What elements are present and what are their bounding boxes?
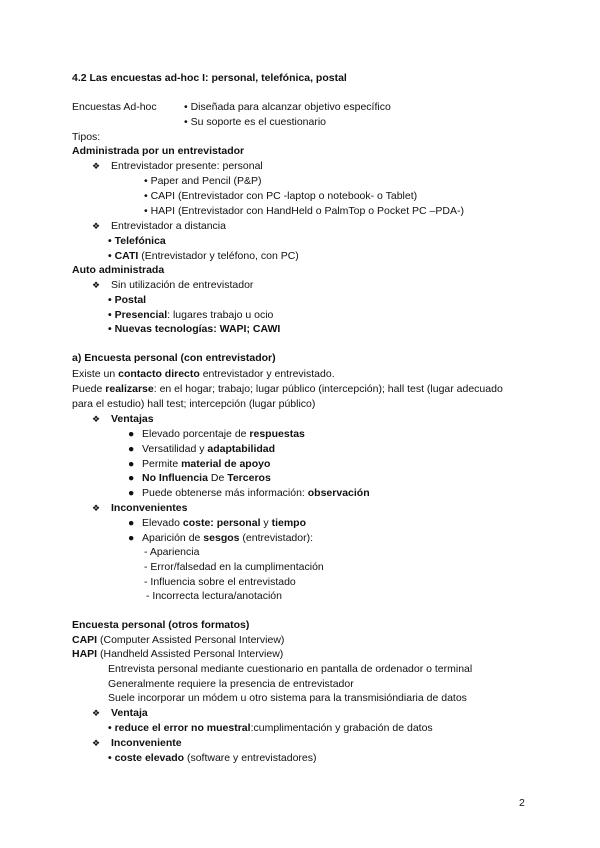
ventajas-heading: ❖ Ventajas — [92, 413, 154, 425]
paragraph: Entrevista personal mediante cuestionario en pantalla de ordenador o terminal — [108, 663, 473, 675]
dot-bullet-icon: ● — [128, 428, 135, 440]
paragraph: Suele incorporar un módem u otro sistema para la transmisióndiaria de datos — [108, 692, 467, 704]
dot-bullet-icon: ● — [128, 458, 135, 470]
tipos-label: Tipos: — [72, 131, 101, 143]
list-item: ● Permite material de apoyo — [128, 458, 271, 470]
adhoc-item: • Su soporte es el cuestionario — [184, 116, 327, 128]
list-item: ❖ Entrevistador presente: personal — [92, 160, 263, 172]
list-item: - Error/falsedad en la cumplimentación — [144, 561, 324, 573]
list-item: - Influencia sobre el entrevistado — [144, 576, 296, 588]
diamond-bullet-icon: ❖ — [92, 221, 101, 231]
list-item: - Incorrecta lectura/anotación — [146, 590, 282, 602]
adhoc-item: • Diseñada para alcanzar objetivo específico — [184, 101, 391, 113]
list-item: • HAPI (Entrevistador con HandHeld o PalmTop o Pocket PC –PDA-) — [144, 205, 464, 217]
diamond-bullet-icon: ❖ — [92, 414, 101, 424]
page-number: 2 — [519, 797, 525, 809]
dot-bullet-icon: ● — [128, 443, 135, 455]
list-item: • CATI (Entrevistador y teléfono, con PC) — [108, 250, 299, 262]
section-a-heading: a) Encuesta personal (con entrevistador) — [72, 352, 276, 364]
list-item: ❖ Sin utilización de entrevistador — [92, 279, 254, 291]
list-item: • Paper and Pencil (P&P) — [144, 175, 262, 187]
adhoc-label: Encuestas Ad-hoc — [72, 101, 157, 113]
list-item: ● Puede obtenerse más información: observación — [128, 487, 370, 499]
otros-heading: Encuesta personal (otros formatos) — [72, 619, 250, 631]
list-item: • Postal — [108, 294, 147, 306]
diamond-bullet-icon: ❖ — [92, 738, 101, 748]
section-title: 4.2 Las encuestas ad-hoc I: personal, telefónica, postal — [72, 72, 347, 84]
paragraph: Puede realizarse: en el hogar; trabajo; lugar público (intercepción); hall test (lugar adecuado — [72, 383, 503, 395]
paragraph: CAPI (Computer Assisted Personal Interview) — [72, 634, 285, 646]
dot-bullet-icon: ● — [128, 517, 135, 529]
diamond-bullet-icon: ❖ — [92, 161, 101, 171]
diamond-bullet-icon: ❖ — [92, 503, 101, 513]
dot-bullet-icon: ● — [128, 532, 135, 544]
list-item: ❖ Entrevistador a distancia — [92, 220, 226, 232]
diamond-bullet-icon: ❖ — [92, 708, 101, 718]
inconvenientes-heading: ❖ Inconvenientes — [92, 502, 188, 514]
list-item: • Presencial: lugares trabajo u ocio — [108, 309, 274, 321]
paragraph: HAPI (Handheld Assisted Personal Interview) — [72, 648, 284, 660]
list-item: ● Elevado porcentaje de respuestas — [128, 428, 305, 440]
ventaja-heading: ❖ Ventaja — [92, 707, 148, 719]
administrada-heading: Administrada por un entrevistador — [72, 145, 245, 157]
dot-bullet-icon: ● — [128, 472, 135, 484]
list-item: ● Elevado coste: personal y tiempo — [128, 517, 306, 529]
paragraph: para el estudio) hall test; intercepción (lugar público) — [72, 398, 316, 410]
list-item: • Nuevas tecnologías: WAPI; CAWI — [108, 323, 281, 335]
auto-heading: Auto administrada — [72, 264, 165, 276]
list-item: • CAPI (Entrevistador con PC -laptop o notebook- o Tablet) — [144, 190, 418, 202]
dot-bullet-icon: ● — [128, 487, 135, 499]
list-item: • Telefónica — [108, 235, 166, 247]
list-item: ● No Influencia De Terceros — [128, 472, 271, 484]
list-item: • coste elevado (software y entrevistadores) — [108, 752, 317, 764]
inconveniente-heading: ❖ Inconveniente — [92, 737, 182, 749]
list-item: ● Aparición de sesgos (entrevistador): — [128, 532, 314, 544]
diamond-bullet-icon: ❖ — [92, 280, 101, 290]
list-item: • reduce el error no muestral:cumplimentación y grabación de datos — [108, 722, 433, 734]
list-item: ● Versatilidad y adaptabilidad — [128, 443, 276, 455]
paragraph: Generalmente requiere la presencia de entrevistador — [108, 678, 354, 690]
paragraph: Existe un contacto directo entrevistador y entrevistado. — [72, 368, 335, 380]
list-item: - Apariencia — [144, 546, 200, 558]
